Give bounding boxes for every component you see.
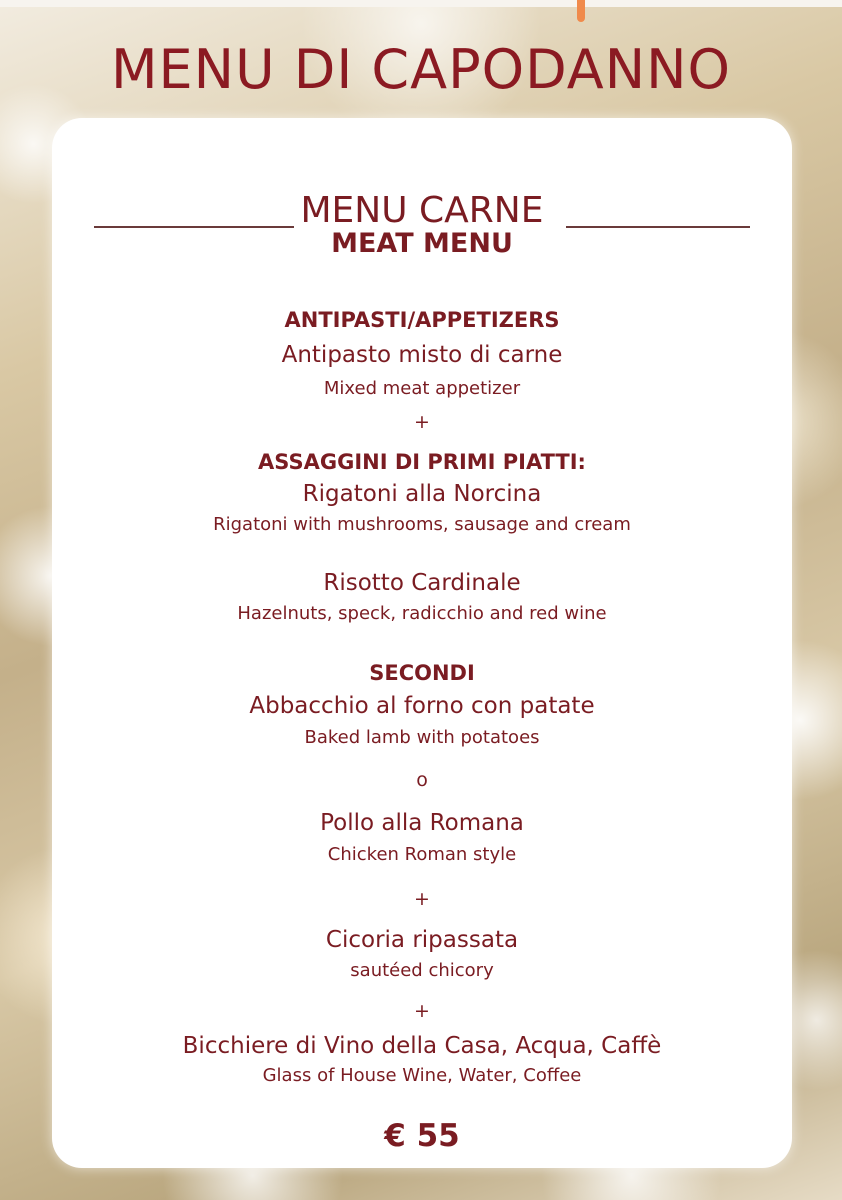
or-separator: o: [416, 769, 428, 791]
plus-separator: +: [414, 1000, 430, 1022]
plus-separator: +: [414, 411, 430, 433]
antipasti-dish: Antipasto misto di carne: [281, 342, 563, 368]
section-title: MENU CARNE: [300, 190, 544, 231]
antipasti-heading: ANTIPASTI/APPETIZERS: [284, 308, 560, 332]
plus-separator: +: [414, 888, 430, 910]
primi-heading: ASSAGGINI DI PRIMI PIATTI:: [258, 450, 586, 474]
contorno-dish: Cicoria ripassata: [325, 927, 519, 953]
page-title: MENU DI CAPODANNO: [110, 38, 732, 101]
primi-desc-2: Hazelnuts, speck, radicchio and red wine: [237, 603, 607, 624]
secondi-desc-1: Baked lamb with potatoes: [304, 727, 540, 748]
primi-desc-1: Rigatoni with mushrooms, sausage and cream: [213, 514, 631, 535]
orange-accent-mark: [577, 0, 585, 22]
primi-dish-2: Risotto Cardinale: [323, 570, 521, 596]
contorno-desc: sautéed chicory: [350, 960, 494, 981]
secondi-dish-2: Pollo alla Romana: [320, 810, 524, 836]
secondi-dish-1: Abbacchio al forno con patate: [249, 693, 595, 719]
secondi-heading: SECONDI: [369, 661, 475, 685]
menu-card: [52, 118, 792, 1168]
drinks-desc: Glass of House Wine, Water, Coffee: [262, 1065, 582, 1086]
section-subtitle: MEAT MENU: [331, 228, 513, 259]
primi-dish-1: Rigatoni alla Norcina: [302, 481, 542, 507]
drinks-dish: Bicchiere di Vino della Casa, Acqua, Caffè: [182, 1033, 662, 1059]
price: € 55: [384, 1118, 460, 1154]
secondi-desc-2: Chicken Roman style: [327, 844, 517, 865]
top-strip: [0, 0, 842, 7]
antipasti-desc: Mixed meat appetizer: [323, 378, 521, 399]
